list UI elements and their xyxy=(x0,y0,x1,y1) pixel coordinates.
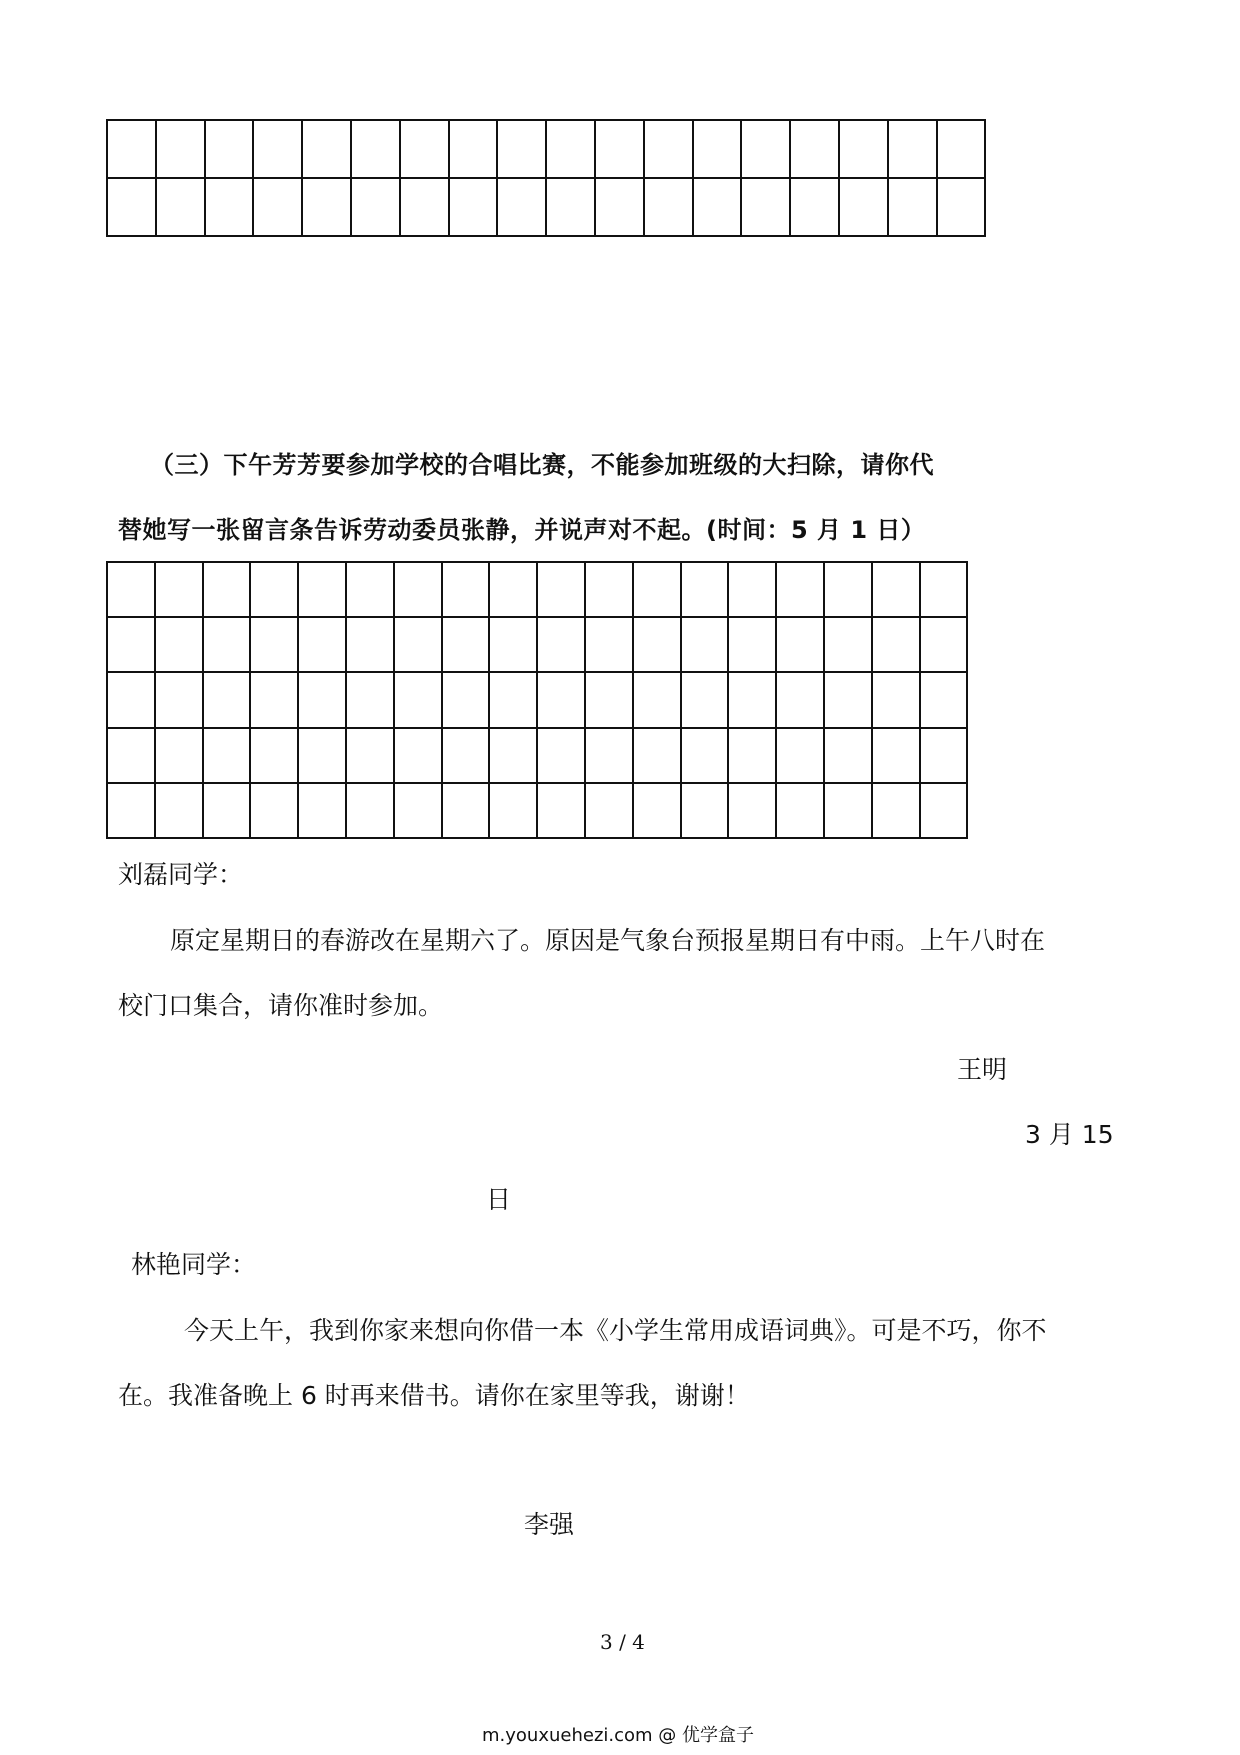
grid-cell xyxy=(741,120,790,178)
grid-cell xyxy=(346,617,394,672)
grid-cell xyxy=(741,178,790,236)
grid-cell xyxy=(449,178,498,236)
grid-cell xyxy=(497,178,546,236)
grid-cell xyxy=(937,120,986,178)
grid-cell xyxy=(839,178,888,236)
grid-cell xyxy=(872,783,920,838)
grid-cell xyxy=(346,728,394,783)
note1-date-part-1: 3 月 15 xyxy=(1025,1120,1114,1149)
top-writing-grid xyxy=(106,119,986,237)
grid-row xyxy=(107,617,967,672)
grid-cell xyxy=(203,562,251,617)
grid-cell xyxy=(633,728,681,783)
grid-cell xyxy=(633,783,681,838)
grid-row xyxy=(107,728,967,783)
grid-cell xyxy=(872,672,920,727)
grid-cell xyxy=(681,562,729,617)
grid-cell xyxy=(302,178,351,236)
note1-signature: 王明 xyxy=(957,1055,1008,1084)
grid-cell xyxy=(920,783,968,838)
grid-cell xyxy=(203,617,251,672)
grid-cell xyxy=(776,672,824,727)
grid-cell xyxy=(250,728,298,783)
grid-cell xyxy=(298,672,346,727)
grid-cell xyxy=(107,562,155,617)
grid-cell xyxy=(595,178,644,236)
grid-cell xyxy=(156,120,205,178)
note1-body-line-2: 校门口集合，请你准时参加。 xyxy=(118,991,444,1020)
grid-cell xyxy=(250,562,298,617)
grid-cell xyxy=(537,728,585,783)
grid-cell xyxy=(442,672,490,727)
grid-cell xyxy=(728,672,776,727)
grid-cell xyxy=(155,728,203,783)
grid-cell xyxy=(681,728,729,783)
note2-body-line-1: 今天上午，我到你家来想向你借一本《小学生常用成语词典》。可是不巧，你不 xyxy=(184,1316,1047,1345)
grid-cell xyxy=(585,783,633,838)
grid-cell xyxy=(394,728,442,783)
grid-cell xyxy=(250,617,298,672)
grid-cell xyxy=(155,783,203,838)
grid-cell xyxy=(449,120,498,178)
grid-cell xyxy=(205,120,254,178)
grid-cell xyxy=(394,562,442,617)
grid-cell xyxy=(585,617,633,672)
grid-cell xyxy=(250,672,298,727)
grid-cell xyxy=(250,783,298,838)
question-3-line-2: 替她写一张留言条告诉劳动委员张静，并说声对不起。(时间：5 月 1 日） xyxy=(118,516,926,544)
grid-cell xyxy=(920,728,968,783)
grid-cell xyxy=(937,178,986,236)
grid-cell xyxy=(298,783,346,838)
grid-cell xyxy=(585,728,633,783)
grid-cell xyxy=(537,562,585,617)
grid-cell xyxy=(253,178,302,236)
grid-cell xyxy=(298,617,346,672)
question-3-line-1: （三）下午芳芳要参加学校的合唱比赛，不能参加班级的大扫除，请你代 xyxy=(150,451,934,479)
grid-cell xyxy=(107,617,155,672)
grid-cell xyxy=(920,672,968,727)
grid-cell xyxy=(298,562,346,617)
grid-cell xyxy=(489,562,537,617)
grid-cell xyxy=(489,617,537,672)
grid-cell xyxy=(888,120,937,178)
grid-cell xyxy=(253,120,302,178)
grid-cell xyxy=(920,562,968,617)
grid-cell xyxy=(442,783,490,838)
grid-cell xyxy=(728,617,776,672)
grid-cell xyxy=(203,728,251,783)
grid-cell xyxy=(776,728,824,783)
grid-cell xyxy=(824,783,872,838)
grid-cell xyxy=(203,783,251,838)
grid-cell xyxy=(546,178,595,236)
grid-row xyxy=(107,783,967,838)
grid-cell xyxy=(394,617,442,672)
grid-cell xyxy=(585,672,633,727)
grid-cell xyxy=(346,672,394,727)
grid-cell xyxy=(489,672,537,727)
grid-cell xyxy=(489,783,537,838)
grid-cell xyxy=(824,617,872,672)
grid-cell xyxy=(681,672,729,727)
grid-cell xyxy=(920,617,968,672)
grid-cell xyxy=(346,783,394,838)
grid-cell xyxy=(872,728,920,783)
grid-cell xyxy=(633,672,681,727)
grid-cell xyxy=(351,178,400,236)
grid-cell xyxy=(442,728,490,783)
grid-cell xyxy=(728,783,776,838)
grid-cell xyxy=(633,617,681,672)
grid-row xyxy=(107,178,985,236)
grid-cell xyxy=(888,178,937,236)
grid-cell xyxy=(107,672,155,727)
grid-row xyxy=(107,120,985,178)
grid-cell xyxy=(681,617,729,672)
grid-cell xyxy=(351,120,400,178)
grid-cell xyxy=(497,120,546,178)
grid-cell xyxy=(537,617,585,672)
note2-signature: 李强 xyxy=(524,1510,575,1539)
grid-cell xyxy=(839,120,888,178)
grid-cell xyxy=(203,672,251,727)
grid-cell xyxy=(489,728,537,783)
grid-cell xyxy=(633,562,681,617)
grid-cell xyxy=(298,728,346,783)
grid-row xyxy=(107,562,967,617)
page-number: 3 / 4 xyxy=(600,1630,645,1654)
grid-cell xyxy=(394,783,442,838)
grid-cell xyxy=(107,120,156,178)
grid-cell xyxy=(205,178,254,236)
grid-cell xyxy=(400,178,449,236)
note1-greeting: 刘磊同学： xyxy=(118,860,244,889)
grid-cell xyxy=(155,562,203,617)
grid-cell xyxy=(790,178,839,236)
grid-cell xyxy=(155,672,203,727)
grid-cell xyxy=(156,178,205,236)
grid-cell xyxy=(595,120,644,178)
grid-cell xyxy=(776,562,824,617)
grid-cell xyxy=(824,728,872,783)
grid-cell xyxy=(107,728,155,783)
answer-writing-grid xyxy=(106,561,968,839)
grid-cell xyxy=(400,120,449,178)
grid-cell xyxy=(728,562,776,617)
grid-cell xyxy=(394,672,442,727)
footer-source: m.youxuehezi.com @ 优学盒子 xyxy=(482,1725,755,1746)
grid-cell xyxy=(546,120,595,178)
grid-cell xyxy=(302,120,351,178)
grid-cell xyxy=(537,672,585,727)
grid-cell xyxy=(824,562,872,617)
grid-cell xyxy=(872,617,920,672)
grid-cell xyxy=(693,120,742,178)
grid-cell xyxy=(872,562,920,617)
grid-cell xyxy=(442,562,490,617)
grid-cell xyxy=(776,783,824,838)
grid-cell xyxy=(644,120,693,178)
note1-body-line-1: 原定星期日的春游改在星期六了。原因是气象台预报星期日有中雨。上午八时在 xyxy=(170,926,1046,955)
grid-cell xyxy=(681,783,729,838)
note2-body-line-2: 在。我准备晚上 6 时再来借书。请你在家里等我，谢谢！ xyxy=(118,1381,750,1410)
grid-cell xyxy=(107,178,156,236)
grid-cell xyxy=(824,672,872,727)
grid-cell xyxy=(776,617,824,672)
note1-date-part-2: 日 xyxy=(486,1185,512,1214)
grid-cell xyxy=(346,562,394,617)
note2-greeting: 林艳同学： xyxy=(131,1250,257,1279)
grid-row xyxy=(107,672,967,727)
grid-cell xyxy=(155,617,203,672)
grid-cell xyxy=(107,783,155,838)
grid-cell xyxy=(693,178,742,236)
grid-cell xyxy=(644,178,693,236)
grid-cell xyxy=(537,783,585,838)
grid-cell xyxy=(585,562,633,617)
grid-cell xyxy=(728,728,776,783)
grid-cell xyxy=(790,120,839,178)
grid-cell xyxy=(442,617,490,672)
